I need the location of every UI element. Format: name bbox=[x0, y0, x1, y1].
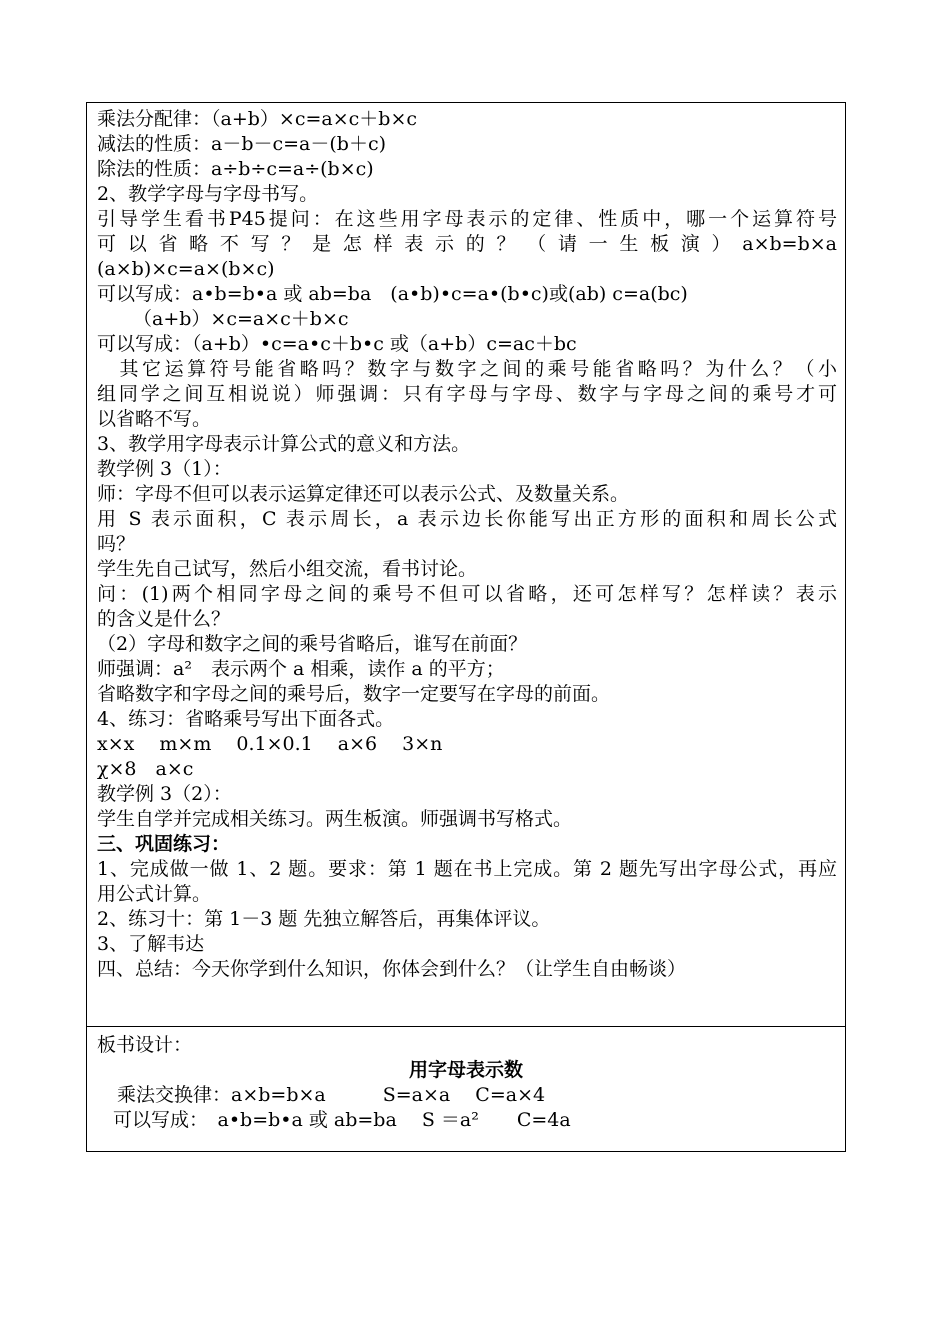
text-line: 其它运算符号能省略吗？数字与数字之间的乘号能省略吗？为什么？（小 bbox=[97, 358, 837, 380]
text-line: 4、练习：省略乘号写出下面各式。 bbox=[97, 708, 395, 730]
text-line: 师：字母不但可以表示运算定律还可以表示公式、及数量关系。 bbox=[97, 483, 630, 505]
board-design-cell bbox=[87, 1027, 845, 1151]
text-line: 1、完成做一做 1、2 题。要求：第 1 题在书上完成。第 2 题先写出字母公式，再应 bbox=[97, 858, 837, 880]
text-line: 的含义是什么？ bbox=[97, 608, 231, 630]
text-line: 乘法分配律：（a+b）×c=a×c＋b×c bbox=[97, 108, 418, 130]
text-line: 师强调：a² 表示两个 a 相乘，读作 a 的平方； bbox=[97, 658, 505, 680]
section-heading: 三、巩固练习： bbox=[97, 833, 231, 855]
text-line: 教学例 3（1）： bbox=[97, 458, 232, 480]
text-line: （a+b）×c=a×c＋b×c bbox=[133, 308, 349, 330]
text-line: (a×b)×c=a×(b×c) bbox=[97, 258, 275, 280]
text-line: 用 S 表示面积，C 表示周长，a 表示边长你能写出正方形的面积和周长公式 bbox=[97, 508, 837, 530]
text-line: 引导学生看书P45提问：在这些用字母表示的定律、性质中，哪一个运算符号 bbox=[97, 208, 837, 230]
lesson-content-cell bbox=[87, 103, 845, 1027]
text-line: 可以写成：（a+b）•c=a•c＋b•c 或（a+b）c=ac＋bc bbox=[97, 333, 577, 355]
text-line: 3、教学用字母表示计算公式的意义和方法。 bbox=[97, 433, 471, 455]
board-row: 乘法交换律：a×b=b×a S=a×a C=a×4 bbox=[117, 1084, 546, 1106]
text-line: 可以写成：a•b=b•a 或 ab=ba (a•b)•c=a•(b•c)或(ab) c=a(bc) bbox=[97, 283, 688, 305]
text-line: 用公式计算。 bbox=[97, 883, 212, 905]
lesson-table bbox=[86, 102, 846, 1152]
text-line: 组同学之间互相说说）师强调：只有字母与字母、数字与字母之间的乘号才可 bbox=[97, 383, 837, 405]
text-line: 以省略不写。 bbox=[97, 408, 212, 430]
text-line: 四、总结：今天你学到什么知识，你体会到什么？（让学生自由畅谈） bbox=[97, 958, 687, 980]
text-line: 学生自学并完成相关练习。两生板演。师强调书写格式。 bbox=[97, 808, 573, 830]
board-title: 用字母表示数 bbox=[408, 1059, 523, 1081]
text-line: （2）字母和数字之间的乘号省略后，谁写在前面？ bbox=[97, 633, 528, 655]
text-line: 3、了解韦达 bbox=[97, 933, 205, 955]
board-row: 可以写成： a•b=b•a 或 ab=ba S ＝a² C=4a bbox=[113, 1109, 571, 1131]
text-line: 减法的性质：a－b－c=a－(b＋c) bbox=[97, 133, 387, 155]
text-line: 2、练习十：第 1－3 题 先独立解答后，再集体评议。 bbox=[97, 908, 551, 930]
board-label: 板书设计： bbox=[97, 1034, 193, 1056]
text-line: 学生先自己试写，然后小组交流，看书讨论。 bbox=[97, 558, 478, 580]
text-line: 2、教学字母与字母书写。 bbox=[97, 183, 319, 205]
text-line: χ×8 a×c bbox=[97, 758, 194, 780]
text-line: x×x m×m 0.1×0.1 a×6 3×n bbox=[97, 733, 443, 755]
text-line: 可 以 省 略 不 写 ？ 是 怎 样 表 示 的 ？ （ 请 一 生 板 演 ） a×b=b×a bbox=[97, 233, 837, 255]
text-line: 吗？ bbox=[97, 533, 136, 555]
text-line: 省略数字和字母之间的乘号后，数字一定要写在字母的前面。 bbox=[97, 683, 611, 705]
text-line: 除法的性质：a÷b÷c=a÷(b×c) bbox=[97, 158, 374, 180]
text-line: 教学例 3（2）： bbox=[97, 783, 232, 805]
text-line: 问：(1)两个相同字母之间的乘号不但可以省略，还可怎样写？怎样读？表示 bbox=[97, 583, 837, 605]
